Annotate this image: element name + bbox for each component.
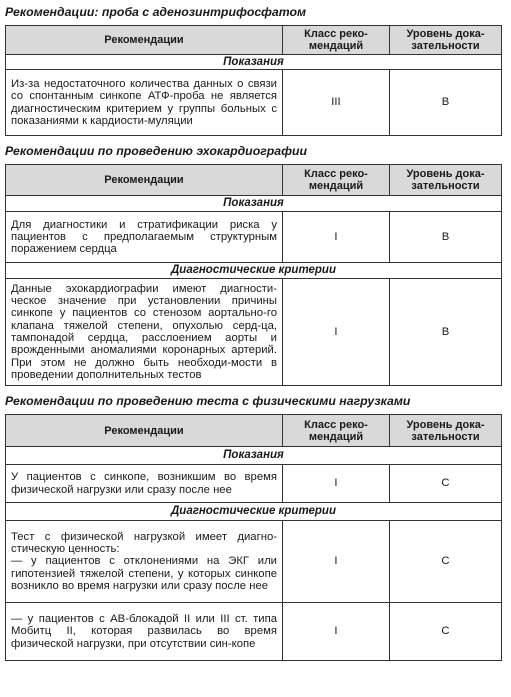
col-header-recommendations: Рекомендации	[6, 415, 283, 447]
evidence-level: C	[390, 465, 502, 503]
recommendation-text: Для диагностики и стратификации риска у пациентов с предполагаемым структурным поражением сердца	[6, 212, 283, 263]
recommendation-class: I	[283, 521, 390, 603]
recommendation-text: Тест с физической нагрузкой имеет диагно-стическую ценность: — у пациентов с отклонениями на ЭКГ или гипотензией тяжелой степени, у которых синкопе возникло во время нагрузки или сразу после нее	[6, 521, 283, 603]
subheader-indications: Показания	[6, 447, 502, 465]
table-row	[6, 465, 502, 503]
table-row	[6, 603, 502, 661]
recommendation-text: У пациентов с синкопе, возникшим во время физической нагрузки или сразу после нее	[6, 465, 283, 503]
col-header-recommendations: Рекомендации	[6, 26, 283, 55]
evidence-level: B	[390, 212, 502, 263]
col-header-class: Класс реко- мендаций	[283, 165, 390, 196]
recommendation-text: Данные эхокардиографии имеют диагности-ческое значение при установлении причины синкопе у пациентов со стенозом аортально-го клапана тяжелой степени, опухолью серд-ца, тампонадой сердца, расслоением аорты и врожденными аномалиями коронарных артерий. При этом не должно быть необходи-мости в проведении дополнительных тестов	[6, 279, 283, 386]
col-header-level: Уровень дока- зательности	[390, 165, 502, 196]
table-row	[6, 70, 502, 136]
table-atp	[5, 25, 502, 136]
evidence-level: C	[390, 521, 502, 603]
evidence-level: B	[390, 279, 502, 386]
recommendation-class: I	[283, 279, 390, 386]
recommendation-class: I	[283, 603, 390, 661]
recommendation-text: — у пациентов с АВ-блокадой II или III ст. типа Мобитц II, которая развилась во время физической нагрузки, при отсутствии син-копе	[6, 603, 283, 661]
section-title-exercise: Рекомендации по проведению теста с физическими нагрузками	[5, 394, 411, 408]
section-title-echo: Рекомендации по проведению эхокардиографии	[5, 144, 308, 158]
table-echo	[5, 164, 502, 386]
col-header-level: Уровень дока- зательности	[390, 415, 502, 447]
subheader-diagnostic-criteria: Диагностические критерии	[6, 263, 502, 279]
subheader-diagnostic-criteria: Диагностические критерии	[6, 503, 502, 521]
recommendation-text: Из-за недостаточного количества данных о связи со спонтанным синкопе АТФ-проба не является диагностическим критерием у группы больных с показаниями к кардиости-муляции	[6, 70, 283, 136]
section-title-atp: Рекомендации: проба с аденозинтрифосфатом	[5, 5, 307, 19]
table-exercise	[5, 414, 502, 661]
col-header-recommendations: Рекомендации	[6, 165, 283, 196]
recommendation-class: I	[283, 465, 390, 503]
recommendation-class: I	[283, 212, 390, 263]
table-row	[6, 521, 502, 603]
subheader-indications: Показания	[6, 55, 502, 70]
table-row	[6, 279, 502, 386]
col-header-level: Уровень дока- зательности	[390, 26, 502, 55]
table-row	[6, 212, 502, 263]
evidence-level: B	[390, 70, 502, 136]
col-header-class: Класс реко- мендаций	[283, 415, 390, 447]
subheader-indications: Показания	[6, 196, 502, 212]
evidence-level: C	[390, 603, 502, 661]
col-header-class: Класс реко- мендаций	[283, 26, 390, 55]
recommendation-class: III	[283, 70, 390, 136]
